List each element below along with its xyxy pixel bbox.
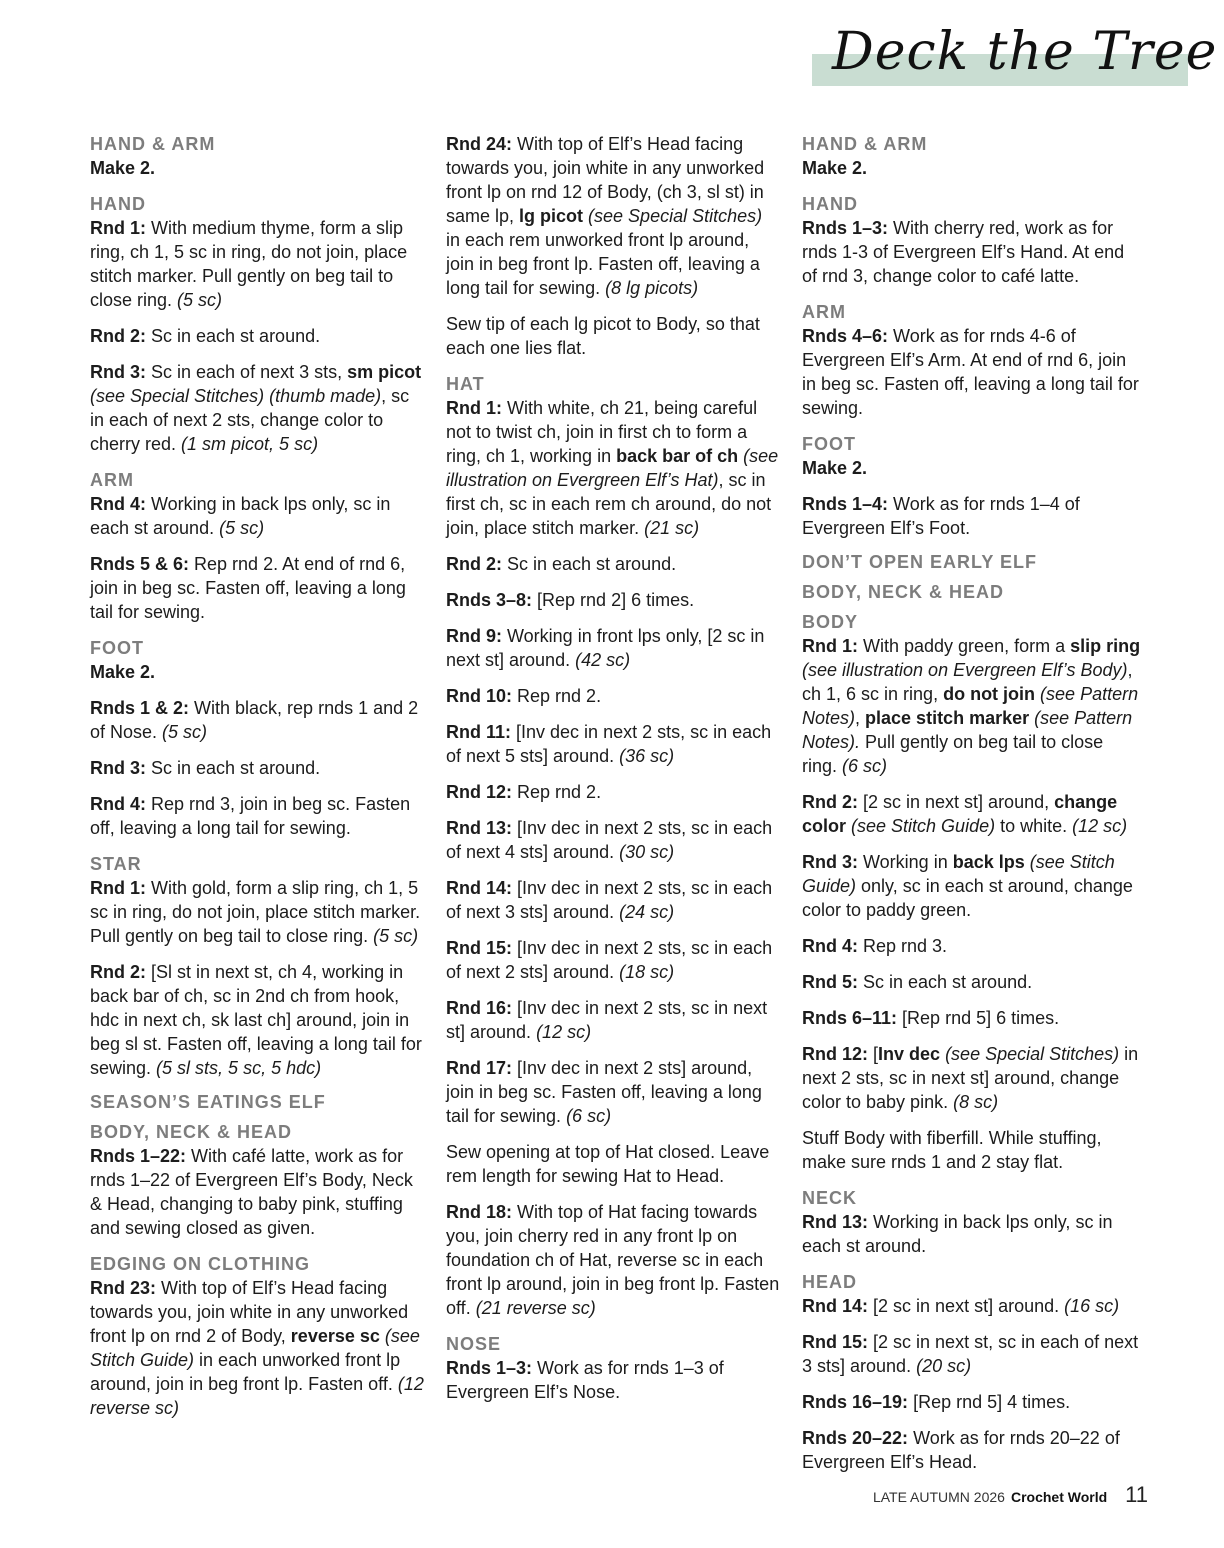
section-heading: FOOT bbox=[802, 434, 856, 454]
instruction: Rnd 23: With top of Elf’s Head facing towards you, join white in any unworked front lp on rnd 2 of Body, reverse sc (see Stitch Guide) in each unworked front lp around, join in beg front lp. Fasten off. (12 reverse sc) bbox=[90, 1278, 424, 1418]
instruction: Rnd 2: Sc in each st around. bbox=[90, 326, 321, 346]
instruction: Rnd 3: Working in back lps (see Stitch Guide) only, sc in each st around, change color to paddy green. bbox=[802, 852, 1133, 920]
column-3 bbox=[802, 132, 1142, 1486]
page-title: Deck the Tree bbox=[832, 22, 1218, 82]
section-heading: DON’T OPEN EARLY ELF bbox=[802, 552, 1038, 572]
column-2 bbox=[446, 132, 781, 1416]
instruction: Rnds 4–6: Work as for rnds 4-6 of Evergreen Elf’s Arm. At end of rnd 6, join in beg sc. Fasten off, leaving a long tail for sewing. bbox=[802, 326, 1139, 418]
instruction: Rnd 11: [Inv dec in next 2 sts, sc in each of next 5 sts] around. (36 sc) bbox=[446, 722, 772, 766]
instruction: Rnd 17: [Inv dec in next 2 sts] around, join in beg sc. Fasten off, leaving a long tail for sewing. (6 sc) bbox=[446, 1058, 762, 1126]
section-heading: NOSE bbox=[446, 1334, 502, 1354]
section-heading: HAND bbox=[90, 194, 146, 214]
instruction: Rnds 5 & 6: Rep rnd 2. At end of rnd 6, join in beg sc. Fasten off, leaving a long tail for sewing. bbox=[90, 554, 406, 622]
instruction: Rnd 1: With gold, form a slip ring, ch 1, 5 sc in ring, do not join, place stitch marker. Pull gently on beg tail to close ring. (5 sc) bbox=[90, 878, 421, 946]
instruction: Rnd 14: [2 sc in next st] around. (16 sc) bbox=[802, 1296, 1120, 1316]
instruction: Rnd 18: With top of Hat facing towards you, join cherry red in any front lp on foundation ch of Hat, reverse sc in each front lp around, join in beg front lp. Fasten off. (21 reverse sc) bbox=[446, 1202, 780, 1318]
instruction: Rnd 4: Rep rnd 3, join in beg sc. Fasten off, leaving a long tail for sewing. bbox=[90, 794, 411, 838]
instruction: Rnd 16: [Inv dec in next 2 sts, sc in next st] around. (12 sc) bbox=[446, 998, 768, 1042]
section-heading: SEASON’S EATINGS ELF bbox=[90, 1092, 326, 1112]
column-1 bbox=[90, 132, 425, 1432]
instruction: Stuff Body with fiberfill. While stuffing, make sure rnds 1 and 2 stay flat. bbox=[802, 1128, 1102, 1172]
instruction: Rnd 13: [Inv dec in next 2 sts, sc in each of next 4 sts] around. (30 sc) bbox=[446, 818, 773, 862]
instruction: Rnd 24: With top of Elf’s Head facing towards you, join white in any unworked front lp on rnd 12 of Body, (ch 3, sl st) in same lp, lg picot (see Special Stitches) in each rem unworked front lp around, join in beg front lp. Fasten off, leaving a long tail for sewing. (8 lg picots) bbox=[446, 134, 765, 298]
instruction: Rnd 5: Sc in each st around. bbox=[802, 972, 1033, 992]
make-note: Make 2. bbox=[90, 662, 156, 682]
instruction: Rnd 1: With paddy green, form a slip ring (see illustration on Evergreen Elf’s Body), ch 1, 6 sc in ring, do not join (see Pattern Notes), place stitch marker (see Pattern Notes). Pull gently on beg tail to close ring. (6 sc) bbox=[802, 636, 1141, 776]
instruction: Rnds 1 & 2: With black, rep rnds 1 and 2 of Nose. (5 sc) bbox=[90, 698, 419, 742]
instruction: Rnd 15: [Inv dec in next 2 sts, sc in each of next 2 sts] around. (18 sc) bbox=[446, 938, 773, 982]
section-heading: FOOT bbox=[90, 638, 144, 658]
make-note: Make 2. bbox=[802, 458, 868, 478]
section-heading: STAR bbox=[90, 854, 142, 874]
section-heading: ARM bbox=[802, 302, 846, 322]
instruction: Rnds 20–22: Work as for rnds 20–22 of Evergreen Elf’s Head. bbox=[802, 1428, 1120, 1472]
section-heading: HAND & ARM bbox=[802, 134, 928, 154]
magazine-name: Crochet World bbox=[1010, 1489, 1108, 1505]
make-note: Make 2. bbox=[90, 158, 156, 178]
make-note: Make 2. bbox=[802, 158, 868, 178]
section-heading: HAND & ARM bbox=[90, 134, 216, 154]
issue-label: LATE AUTUMN 2026 bbox=[872, 1489, 1005, 1505]
instruction: Rnd 12: [Inv dec (see Special Stitches) in next 2 sts, sc in next st] around, change color to baby pink. (8 sc) bbox=[802, 1044, 1139, 1112]
instruction: Rnd 4: Rep rnd 3. bbox=[802, 936, 948, 956]
instruction: Rnd 13: Working in back lps only, sc in each st around. bbox=[802, 1212, 1113, 1256]
instruction: Rnd 10: Rep rnd 2. bbox=[446, 686, 602, 706]
instruction: Rnds 1–3: Work as for rnds 1–3 of Evergreen Elf’s Nose. bbox=[446, 1358, 724, 1402]
sub-heading: BODY bbox=[802, 612, 859, 632]
instruction: Rnd 3: Sc in each of next 3 sts, sm picot (see Special Stitches) (thumb made), sc in each of next 2 sts, change color to cherry red. (1 sm picot, 5 sc) bbox=[90, 362, 422, 454]
section-heading: HAND bbox=[802, 194, 858, 214]
instruction: Sew tip of each lg picot to Body, so that each one lies flat. bbox=[446, 314, 760, 358]
instruction: Rnd 2: [Sl st in next st, ch 4, working in back bar of ch, sc in 2nd ch from hook, hdc in next ch, sk last ch] around, join in beg sl st. Fasten off, leaving a long tail for sewing. (5 sl sts, 5 sc, 5 hdc) bbox=[90, 962, 422, 1078]
section-heading: EDGING ON CLOTHING bbox=[90, 1254, 310, 1274]
sub-heading: BODY, NECK & HEAD bbox=[90, 1122, 293, 1142]
section-heading: HAT bbox=[446, 374, 485, 394]
instruction: Rnd 14: [Inv dec in next 2 sts, sc in each of next 3 sts] around. (24 sc) bbox=[446, 878, 773, 922]
instruction: Rnd 4: Working in back lps only, sc in each st around. (5 sc) bbox=[90, 494, 391, 538]
instruction: Rnds 1–22: With café latte, work as for rnds 1–22 of Evergreen Elf’s Body, Neck & Head, changing to baby pink, stuffing and sewing closed as given. bbox=[90, 1146, 413, 1238]
instruction: Rnds 1–3: With cherry red, work as for rnds 1-3 of Evergreen Elf’s Hand. At end of rnd 3, change color to café latte. bbox=[802, 218, 1125, 286]
sub-heading: BODY, NECK & HEAD bbox=[802, 582, 1005, 602]
instruction: Rnds 16–19: [Rep rnd 5] 4 times. bbox=[802, 1392, 1071, 1412]
instruction: Rnds 6–11: [Rep rnd 5] 6 times. bbox=[802, 1008, 1060, 1028]
instruction: Rnd 12: Rep rnd 2. bbox=[446, 782, 602, 802]
instruction: Rnd 1: With medium thyme, form a slip ring, ch 1, 5 sc in ring, do not join, place stitch marker. Pull gently on beg tail to close ring. (5 sc) bbox=[90, 218, 408, 310]
section-heading: ARM bbox=[90, 470, 134, 490]
page-footer bbox=[873, 1482, 1148, 1508]
section-heading: NECK bbox=[802, 1188, 858, 1208]
instruction: Rnd 2: Sc in each st around. bbox=[446, 554, 677, 574]
instruction: Rnds 3–8: [Rep rnd 2] 6 times. bbox=[446, 590, 695, 610]
instruction: Rnd 9: Working in front lps only, [2 sc in next st] around. (42 sc) bbox=[446, 626, 765, 670]
instruction: Rnd 1: With white, ch 21, being careful not to twist ch, join in first ch to form a ring, ch 1, working in back bar of ch (see illustration on Evergreen Elf’s Hat), sc in first ch, sc in each rem ch around, do not join, place stitch marker. (21 sc) bbox=[446, 398, 779, 538]
instruction: Sew opening at top of Hat closed. Leave rem length for sewing Hat to Head. bbox=[446, 1142, 770, 1186]
instruction: Rnd 15: [2 sc in next st, sc in each of next 3 sts] around. (20 sc) bbox=[802, 1332, 1139, 1376]
instruction: Rnd 3: Sc in each st around. bbox=[90, 758, 321, 778]
instruction: Rnd 2: [2 sc in next st] around, change color (see Stitch Guide) to white. (12 sc) bbox=[802, 792, 1128, 836]
instruction: Rnds 1–4: Work as for rnds 1–4 of Evergreen Elf’s Foot. bbox=[802, 494, 1080, 538]
page-number: 11 bbox=[1125, 1482, 1148, 1507]
section-heading: HEAD bbox=[802, 1272, 858, 1292]
